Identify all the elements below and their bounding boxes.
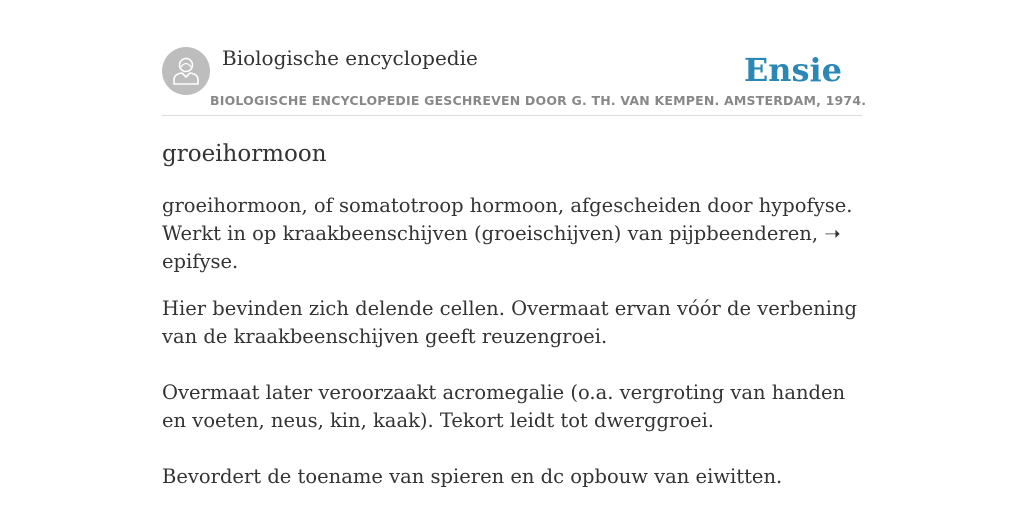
entry-paragraph-4: Bevordert de toename van spieren en dc opbouw van eiwitten. (162, 465, 783, 488)
user-icon (171, 55, 201, 87)
source-subtitle: BIOLOGISCHE ENCYCLOPEDIE GESCHREVEN DOOR G. TH. VAN KEMPEN. AMSTERDAM, 1974. (210, 93, 867, 108)
entry-paragraph-1: groeihormoon, of somatotroop hormoon, afgescheiden door hypofyse. Werkt in op kraakbeenschijven (groeischijven) van pijpbeenderen, ➝ epifyse. (162, 194, 853, 273)
brand-logo[interactable]: Ensie (743, 51, 842, 89)
source-title[interactable]: Biologische encyclopedie (222, 46, 478, 70)
entry-headword: groeihormoon (162, 141, 327, 167)
entry-paragraph-3: Overmaat later veroorzaakt acromegalie (o.a. vergroting van handen en voeten, neus, kin, kaak). Tekort leidt tot dwerggroei. (162, 381, 846, 432)
entry-body (162, 192, 862, 491)
source-avatar[interactable] (162, 47, 210, 95)
source-header (162, 44, 867, 116)
entry-paragraph-2: Hier bevinden zich delende cellen. Overmaat ervan vóór de verbening van de kraakbeenschijven geeft reuzengroei. (162, 297, 857, 348)
